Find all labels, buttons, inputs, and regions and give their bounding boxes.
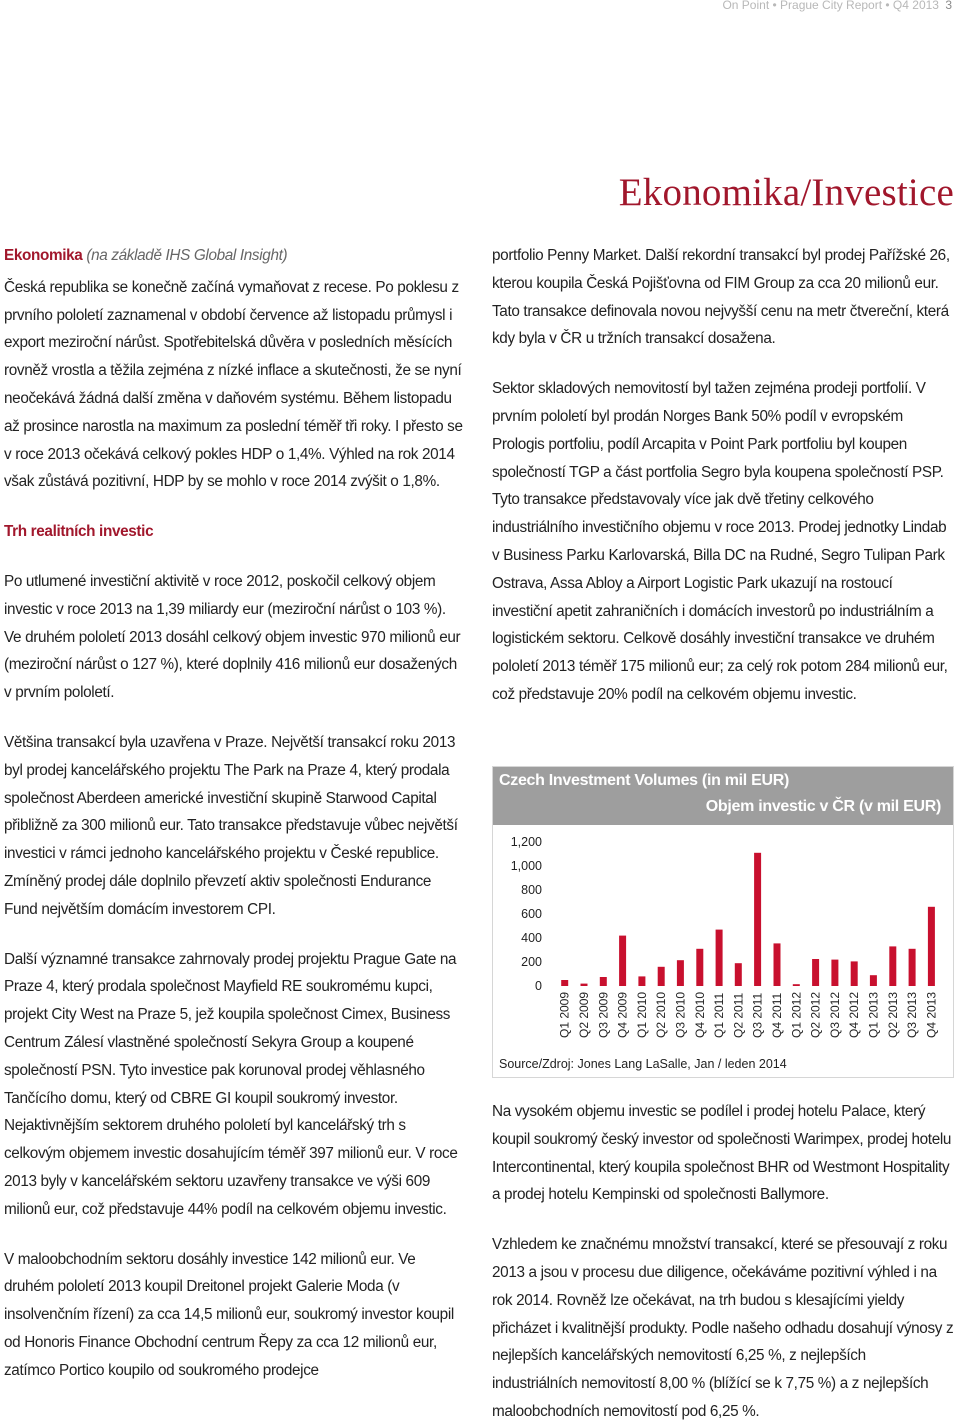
x-tick-label: Q2 2009 <box>577 991 591 1038</box>
y-tick-label: 600 <box>521 907 542 921</box>
bar <box>658 967 665 986</box>
x-tick-label: Q2 2011 <box>731 992 746 1038</box>
bar <box>716 930 723 986</box>
economy-paragraph: Česká republika se konečně začíná vymaňovat z recese. Po poklesu z prvního pololetí zaznamenal v období července až listopadu průmysl i export meziroční nárůst. Spotřebitelská důvěra v posledních měsících rovněž vrostla a těžila zejména z nízké inflace a skutečnosti, že se nyní neočekává žádná další změna v daňovém systému. Během listopadu až prosince narostla na maximum za poslední téměř tři roky. I přesto se v roce 2013 očekává celkový pokles HDP o 1,4%. Výhled na rok 2014 však zůstává pozitivní, HDP by se mohlo v roce 2014 zvýšit o 1,8%. <box>4 278 463 491</box>
y-tick-label: 1,000 <box>510 859 542 873</box>
right-column-lower <box>492 1098 954 1426</box>
x-tick-label: Q1 2009 <box>557 991 572 1038</box>
y-tick-label: 400 <box>521 931 542 945</box>
bar <box>581 984 588 986</box>
x-tick-label: Q3 2013 <box>905 991 920 1038</box>
page-number: 3 <box>945 0 952 12</box>
bar <box>696 949 703 986</box>
bar <box>754 853 761 986</box>
bar <box>600 977 607 986</box>
x-tick-label: Q4 2009 <box>615 991 630 1038</box>
bar <box>909 949 916 986</box>
x-tick-label: Q4 2013 <box>924 991 939 1038</box>
bar <box>677 960 684 986</box>
x-tick-label: Q4 2011 <box>770 992 784 1038</box>
x-tick-label: Q3 2009 <box>596 991 611 1038</box>
bar <box>793 984 800 986</box>
bar <box>619 936 626 986</box>
right-paragraph-1: portfolio Penny Market. Další rekordní transakcí byl prodej Pařížské 26, kterou koupila Česká Pojišťovna od FIM Group za cca 20 milionů eur. Tato transakce definovala novou nejvyšší cenu na metr čtvereční, která kdy byla v ČR u tržních transakcí dosažena. <box>492 247 950 348</box>
bar <box>831 960 838 986</box>
economy-heading-line <box>4 242 466 270</box>
x-tick-label: Q1 2010 <box>634 991 649 1038</box>
left-paragraph-2: Většina transakcí byla uzavřena v Praze. Největší transakcí roku 2013 byl prodej kancelářského projektu The Park na Praze 4, který prodala společnost Aberdeen americké investiční skupině Starwood Capital přibližně za 300 milionů eur. Tato transakce představuje vůbec největší investici v rámci jednoho kancelářského projektu v České republice. Zmíněný prodej dále doplnilo převzetí aktiv společnosti Endurance Fund největším domácím investorem CPI. <box>4 733 458 918</box>
page-title: Ekonomika/Investice <box>618 171 954 214</box>
chart-plot <box>493 825 953 1043</box>
chart-header <box>493 767 953 825</box>
right-column <box>492 242 954 709</box>
left-paragraph-1: Po utlumené investiční aktivitě v roce 2012, poskočil celkový objem investic v roce 2013 na 1,39 miliardy eur (meziroční nárůst o 103 %). Ve druhém pololetí 2013 dosáhl celkový objem investic 970 milionů eur (meziroční nárůst o 127 %), které doplnily 416 milionů eur dosažených v prvním pololetí. <box>4 572 461 702</box>
left-column <box>4 242 466 1384</box>
right-paragraph-2: Sektor skladových nemovitostí byl tažen zejména prodeji portfolií. V prvním pololetí byl prodán Norges Bank 50% podíl v evropském Prologis portfoliu, podíl Arcapita v Point Park portfoliu byl koupen společností TGP a část portfolia Segro byla koupena společností PSP. Tyto transakce představovaly více jak dvě třetiny celkového industriálního investičního objemu v roce 2013. Prodej jednotky Lindab v Business Parku Karlovarská, Billa DC na Rudné, Segro Tulipan Park Ostrava, Assa Abloy a Airport Logistic Park ukazují na rostoucí investiční apetit zahraničních i domácích investorů po industriálním a logistickém sektoru. Celkově dosáhly investiční transakce ve druhém pololetí 2013 téměř 175 milionů eur; za celý rok potom 284 milionů eur, což představuje 20% podíl na celkovém objemu investic. <box>492 380 948 703</box>
y-tick-label: 0 <box>535 979 542 993</box>
investment-chart <box>492 766 954 1078</box>
x-tick-label: Q2 2010 <box>654 991 669 1038</box>
economy-heading: Ekonomika <box>4 247 83 264</box>
bar <box>735 963 742 986</box>
chart-title: Czech Investment Volumes (in mil EUR) <box>499 772 789 789</box>
bar <box>812 959 819 986</box>
bar <box>870 975 877 986</box>
x-tick-label: Q4 2010 <box>692 991 707 1038</box>
x-tick-label: Q1 2012 <box>789 991 804 1038</box>
running-header <box>722 0 952 12</box>
x-tick-label: Q1 2011 <box>712 992 727 1038</box>
x-tick-label: Q1 2013 <box>866 991 881 1038</box>
y-tick-label: 1,200 <box>510 835 542 849</box>
market-heading: Trh realitních investic <box>4 523 154 541</box>
x-tick-label: Q4 2012 <box>847 991 862 1038</box>
bar <box>774 943 781 986</box>
economy-subheading: (na základě IHS Global Insight) <box>86 247 288 264</box>
running-header-text: On Point • Prague City Report • Q4 2013 <box>722 0 939 12</box>
bar <box>851 961 858 986</box>
y-tick-label: 200 <box>521 955 542 969</box>
x-tick-label: Q3 2010 <box>673 991 688 1038</box>
left-paragraph-4: V maloobchodním sektoru dosáhly investice 142 milionů eur. Ve druhém pololetí 2013 koupil Dreitonel projekt Galerie Moda (v insolvenčním řízení) za cca 14,5 milionů eur, soukromý investor koupil od Honoris Finance Obchodní centrum Řepy za cca 12 milionů eur, zatímco Portico koupilo od soukromého prodejce <box>4 1250 454 1379</box>
bar <box>561 980 568 986</box>
x-tick-label: Q3 2011 <box>750 992 765 1038</box>
left-paragraph-3: Další významné transakce zahrnovaly prodej projektu Prague Gate na Praze 4, který prodala společnost Mayfield RE soukromému kupci, projekt City West na Praze 5, jež koupila společnost Cimex, Business Centrum Zálesí vlastněné společností Sekyra Group a koupené společností PSN. Tyto investice pak korunoval prodej věhlasného Tančícího domu, který od CBRE GI koupil soukromý investor. Nejaktivnějším sektorem druhého pololetí byl kancelářský trh s celkovým objemem investic dosahujícím téměř 397 milionů eur. V roce 2013 byly v kancelářském sektoru uzavřeny transakce ve výši 609 milionů eur, což představuje 44% podíl na celkovém objemu investic. <box>4 950 458 1218</box>
right-paragraph-4: Vzhledem ke značnému množství transakcí, které se přesouvají z roku 2013 a jsou v procesu due diligence, očekáváme pozitivní výhled i na rok 2014. Rovněž lze očekávat, na trh budou s klesajícími yieldy přicházet i kvalitnější produkty. Podle našeho odhadu dosahují výnosy z nejlepších kancelářských nemovitostí 6,25 %, z nejlepších industriálních nemovitostí 8,00 % (blížící se k 7,75 %) a z nejlepších maloobchodních nemovitostí pod 6,25 %. <box>492 1236 954 1420</box>
bar <box>638 976 645 986</box>
x-tick-label: Q2 2013 <box>885 991 900 1038</box>
x-tick-label: Q3 2012 <box>827 991 842 1038</box>
x-tick-label: Q2 2012 <box>808 991 823 1038</box>
bar <box>928 907 935 986</box>
chart-source: Source/Zdroj: Jones Lang LaSalle, Jan / leden 2014 <box>499 1057 787 1071</box>
chart-subtitle: Objem investic v ČR (v mil EUR) <box>705 798 941 815</box>
y-tick-label: 800 <box>521 883 542 897</box>
right-paragraph-3: Na vysokém objemu investic se podílel i prodej hotelu Palace, který koupil soukromý český investor od společnosti Warimpex, prodej hotelu Intercontinental, který koupila společnost BHR od Westmont Hospitality a prodej hotelu Kempinski od společnosti Ballymore. <box>492 1103 952 1204</box>
bar <box>889 946 896 986</box>
